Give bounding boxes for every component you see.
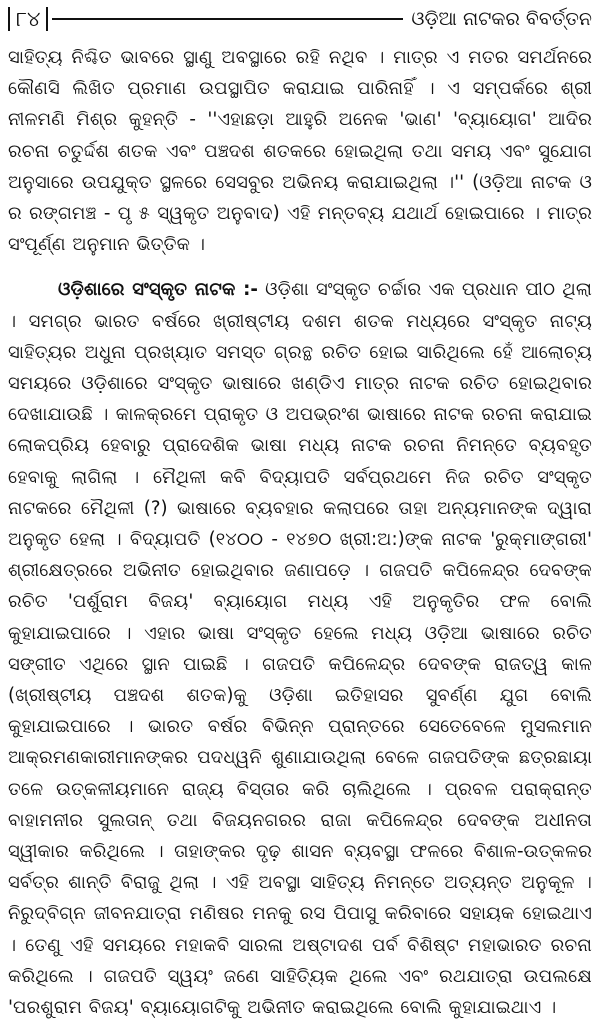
paragraph-2-text: ଓଡ଼ିଶା ସଂସ୍କୃତ ଚର୍ଚ୍ଚାର ଏକ ପ୍ରଧାନ ପୀଠ ଥିଲା । ସମଗ୍ର ଭାରତ ବର୍ଷରେ ଖ୍ରୀଷ୍ଟୀୟ ଦଶମ ଶତକ ମଧ୍ୟରେ ସଂସ୍କୃତ ନାଟ୍ୟ ସାହିତ୍ୟର ଅଧୁନା ପ୍ରଖ୍ୟାତ ସମସ୍ତ ଗ୍ରନ୍ଥ ରଚିତ ହୋଇ ସାରିଥିଲେ ହେଁ ଆଲୋଚ୍ୟ ସମୟରେ ଓଡ଼ିଶାରେ ସଂସ୍କୃତ ଭାଷାରେ ଖଣ୍ଡିଏ ମାତ୍ର ନାଟକ ରଚିତ ହୋଇଥିବାର ଦେଖାଯାଉଛି । କାଳକ୍ରମେ ପ୍ରାକୃତ ଓ ଅପଭ୍ରଂଶ ଭାଷାରେ ନାଟକ ରଚନା କରାଯାଇ ଲୋକପ୍ରିୟ ହେବାରୁ ପ୍ରାଦେଶିକ ଭାଷା ମଧ୍ୟ ନାଟକ ରଚନା ନିମନ୍ତେ ବ୍ୟବହୃତ ହେବାକୁ ଲାଗିଲା । ମୈଥିଳୀ କବି ବିଦ୍ୟାପତି ସର୍ବପ୍ରଥମେ ନିଜ ରଚିତ ସଂସ୍କୃତ ନାଟକରେ ମୈଥିଳୀ (?) ଭାଷାରେ ବ୍ୟବହାର କଲାପରେ ତାହା ଅନ୍ୟମାନଙ୍କ ଦ୍ୱାରା ଅନୁକୃତ ହେଲା । ବିଦ୍ୟାପତି (୧୪୦୦ - ୧୪୭୦ ଖ୍ରୀ:ଅ:)ଙ୍କ ନାଟକ 'ରୁକ୍ମାଙ୍ଗରୀ' ଶ୍ରୀକ୍ଷେତ୍ରରେ ଅଭିନୀତ ହୋଇଥିବାର ଜଣାପଡ଼େ । ଗଜପତି କପିଳେନ୍ଦ୍ର ଦେବଙ୍କ ରଚିତ 'ପର୍ଶୁରାମ ବିଜୟ' ବ୍ୟାୟୋଗ ମଧ୍ୟ ଏହି ଅନୁକୃତିର ଫଳ ବୋଲି କୁହାଯାଇପାରେ । ଏହାର ଭାଷା ସଂସ୍କୃତ ହେଲେ ମଧ୍ୟ ଓଡ଼ିଆ ଭାଷାରେ ରଚିତ ସଙ୍ଗୀତ ଏଥିରେ ସ୍ଥାନ ପାଇଛି । ଗଜପତି କପିଳେନ୍ଦ୍ର ଦେବଙ୍କ ରାଜତ୍ୱ କାଳ (ଖ୍ରୀଷ୍ଟୀୟ ପଞ୍ଚଦଶ ଶତକ)କୁ ଓଡ଼ିଶା ଇତିହାସର ସୁବର୍ଣ୍ଣ ଯୁଗ ବୋଲି କୁହାଯାଇପାରେ । ଭାରତ ବର୍ଷର ବିଭିନ୍ନ ପ୍ରାନ୍ତରେ ସେତେବେଳେ ମୁସଲମାନ ଆକ୍ରମଣକାରୀମାନଙ୍କର ପଦଧ୍ୱନି ଶୁଣାଯାଉଥିଲା ବେଳେ ଗଜପତିଙ୍କ ଛତ୍ରଛାୟା ତଳେ ଉତ୍କଳୀୟମାନେ ରାଜ୍ୟ ବିସ୍ତାର କରି ଚାଲିଥିଲେ । ପ୍ରବଳ ପରାକ୍ରାନ୍ତ ବାହାମନୀର ସୁଲତାନ୍ ତଥା ବିଜୟନଗରର ରାଜା କପିଳେନ୍ଦ୍ର ଦେବଙ୍କ ଅଧୀନତା ସ୍ୱୀକାର କରିଥିଲେ । ତାହାଙ୍କର ଦୃଢ଼ ଶାସନ ବ୍ୟବସ୍ଥା ଫଳରେ ବିଶାଳ-ଉତ୍କଳର ସର୍ବତ୍ର ଶାନ୍ତି ବିରାଜୁ ଥିଲା । ଏହି ଅବସ୍ଥା ସାହିତ୍ୟ ନିମନ୍ତେ ଅତ୍ୟନ୍ତ ଅନୁକୂଳ । ନିରୁଦ୍ବିଗ୍ନ ଜୀବନଯାତ୍ରା ମଣିଷର ମନକୁ ରସ ପିପାସୁ କରିବାରେ ସହାୟକ ହୋଇଥାଏ । ତେଣୁ ଏହି ସମୟରେ ମହାକବି ସାରଳା ଅଷ୍ଟାଦଶ ପର୍ବ ବିଶିଷ୍ଟ ମହାଭାରତ ରଚନା କରିଥିଲେ । ଗଜପତି ସ୍ୱୟଂ ଜଣେ ସାହିତ୍ୟିକ ଥିଲେ ଏବଂ ରଥଯାତ୍ରା ଉପଲକ୍ଷେ 'ପରଶୁରାମ ବିଜୟ' ବ୍ୟାୟୋଗଟିକୁ ଅଭିନୀତ କରାଇଥିଲେ ବୋଲି କୁହାଯାଇଥାଏ । bbox=[8, 279, 592, 1019]
page-number: ୮୪ bbox=[8, 7, 48, 31]
running-title: ଓଡ଼ିଆ ନାଟକର ବିବର୍ତ୍ତନ bbox=[411, 8, 592, 30]
paragraph-2 bbox=[8, 274, 592, 1023]
header-rule bbox=[52, 18, 403, 20]
paragraph-1 bbox=[8, 42, 592, 260]
paragraph-1-text: ସାହିତ୍ୟ ନିଶ୍ଚିତ ଭାବରେ ସ୍ଥାଣୁ ଅବସ୍ଥାରେ ରହି ନଥିବ । ମାତ୍ର ଏ ମତର ସମର୍ଥନରେ କୌଣସି ଲିଖିତ ପ୍ରମାଣ ଉପସ୍ଥାପିତ କରାଯାଇ ପାରିନାହିଁ । ଏ ସମ୍ପର୍କରେ ଶ୍ରୀ ନୀଳମଣି ମିଶ୍ର କୁହନ୍ତି - ''ଏହାଛଡ଼ା ଆହୁରି ଅନେକ 'ଭାଣ' 'ବ୍ୟାୟୋଗ' ଆଦିର ରଚନା ଚତୁର୍ଦ୍ଦଶ ଶତକ ଏବଂ ପଞ୍ଚଦଶ ଶତକରେ ହୋଇଥିଲା ତଥା ସମୟ ଏବଂ ସୁଯୋଗ ଅନୁସାରେ ଉପଯୁକ୍ତ ସ୍ଥଳରେ ସେସବୁର ଅଭିନୟ କରାଯାଇଥିଲା ।'' (ଓଡ଼ିଆ ନାଟକ ଓ ର ରଙ୍ଗମଞ୍ଚ - ପୃ ୫ ସ୍ୱକୃତ ଅନୁବାଦ) ଏହି ମନ୍ତବ୍ୟ ଯଥାର୍ଥ ହୋଇପାରେ । ମାତ୍ର ସଂପୂର୍ଣ୍ଣ ଅନୁମାନ ଭିତ୍ତିକ । bbox=[8, 47, 592, 256]
page-header bbox=[8, 6, 592, 32]
section-heading: ଓଡ଼ିଶାରେ ସଂସ୍କୃତ ନାଟକ :- bbox=[58, 279, 258, 301]
body-text bbox=[8, 42, 592, 1023]
